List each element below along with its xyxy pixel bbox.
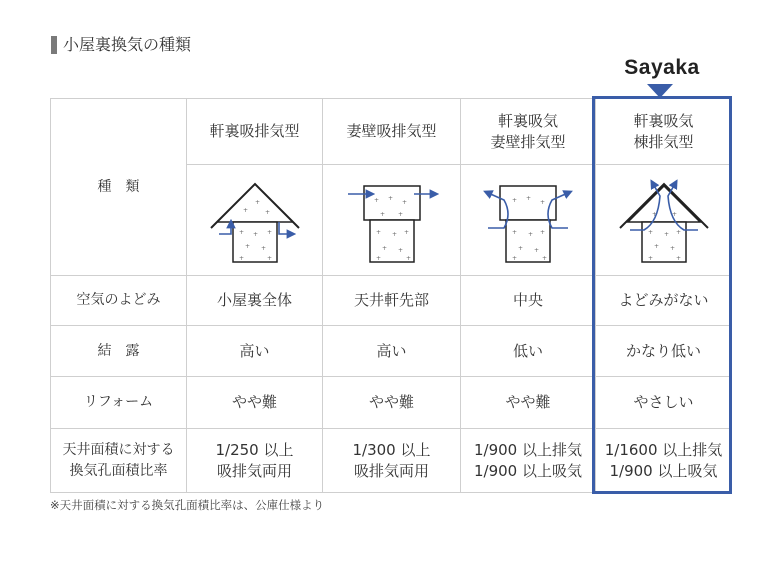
table-row (51, 326, 732, 377)
svg-text:+: + (512, 229, 518, 236)
header-row (51, 99, 732, 165)
ratio-row (51, 429, 732, 493)
diagram-cell (596, 165, 732, 276)
svg-text:+: + (254, 199, 260, 206)
svg-text:+: + (387, 195, 393, 202)
svg-text:+: + (540, 229, 546, 236)
svg-text:+: + (675, 229, 681, 236)
diagram-cell (187, 165, 323, 276)
column-header: 妻壁吸排気型 (323, 99, 461, 165)
svg-text:+: + (264, 209, 270, 216)
table-cell: 中央 (461, 276, 596, 326)
svg-text:+: + (401, 199, 407, 206)
table-row (51, 276, 732, 326)
title-marker (51, 36, 57, 54)
svg-text:+: + (675, 255, 681, 262)
table-cell: やや難 (461, 377, 596, 429)
table-cell: 低い (461, 326, 596, 377)
table-cell: 1/300 以上 吸排気両用 (323, 429, 461, 493)
table-cell: 小屋裏全体 (187, 276, 323, 326)
table-row (51, 377, 732, 429)
row-label: 結 露 (51, 326, 187, 377)
diagram-cell (323, 165, 461, 276)
svg-text:+: + (375, 229, 381, 236)
footnote: ※天井面積に対する換気孔面積比率は、公庫仕様より (50, 498, 325, 512)
eave-intake-ridge-exhaust-diagram-icon (614, 172, 714, 268)
brand-pointer-icon (647, 84, 673, 98)
svg-text:+: + (540, 199, 546, 206)
table-cell: よどみがない (596, 276, 732, 326)
svg-text:+: + (397, 247, 403, 254)
table-cell: 1/250 以上 吸排気両用 (187, 429, 323, 493)
svg-text:+: + (242, 207, 248, 214)
svg-text:+: + (663, 231, 669, 238)
svg-text:+: + (403, 229, 409, 236)
type-row-label: 種 類 (51, 99, 187, 276)
svg-text:+: + (647, 229, 653, 236)
svg-text:+: + (375, 255, 381, 262)
svg-text:+: + (260, 245, 266, 252)
column-header: 軒裏吸気 棟排気型 (596, 99, 732, 165)
svg-text:+: + (405, 255, 411, 262)
eave-intake-gable-exhaust-diagram-icon (478, 172, 578, 268)
table-cell: やさしい (596, 377, 732, 429)
svg-text:+: + (542, 255, 548, 262)
svg-text:+: + (671, 211, 677, 218)
svg-text:+: + (252, 231, 258, 238)
table-cell: 1/1600 以上排気 1/900 以上吸気 (596, 429, 732, 493)
brand-label: Sayaka (624, 56, 700, 79)
page-title: 小屋裏換気の種類 (63, 35, 192, 54)
table-cell: 高い (187, 326, 323, 377)
table-cell: かなり低い (596, 326, 732, 377)
svg-text:+: + (653, 243, 659, 250)
column-header: 軒裏吸気 妻壁排気型 (461, 99, 596, 165)
svg-text:+: + (244, 243, 250, 250)
row-label: リフォーム (51, 377, 187, 429)
svg-text:+: + (512, 255, 518, 262)
svg-text:+: + (518, 245, 524, 252)
svg-text:+: + (534, 247, 540, 254)
svg-text:+: + (651, 211, 657, 218)
svg-text:+: + (512, 197, 518, 204)
svg-text:+: + (526, 195, 532, 202)
svg-text:+: + (528, 231, 534, 238)
svg-text:+: + (266, 229, 272, 236)
svg-text:+: + (379, 211, 385, 218)
table-cell: 1/900 以上排気 1/900 以上吸気 (461, 429, 596, 493)
svg-text:+: + (266, 255, 272, 262)
table-cell: 高い (323, 326, 461, 377)
svg-text:+: + (397, 211, 403, 218)
svg-text:+: + (647, 255, 653, 262)
svg-text:+: + (373, 197, 379, 204)
column-header: 軒裏吸排気型 (187, 99, 323, 165)
svg-text:+: + (381, 245, 387, 252)
svg-text:+: + (391, 231, 397, 238)
row-label: 空気のよどみ (51, 276, 187, 326)
ventilation-table (50, 98, 732, 493)
gable-wall-intake-exhaust-diagram-icon (342, 172, 442, 268)
svg-text:+: + (669, 245, 675, 252)
table-cell: 天井軒先部 (323, 276, 461, 326)
eave-intake-exhaust-diagram-icon (205, 172, 305, 268)
row-label: 天井面積に対する 換気孔面積比率 (51, 429, 187, 493)
diagram-cell (461, 165, 596, 276)
table-cell: やや難 (187, 377, 323, 429)
svg-text:+: + (238, 255, 244, 262)
table-cell: やや難 (323, 377, 461, 429)
svg-text:+: + (238, 229, 244, 236)
